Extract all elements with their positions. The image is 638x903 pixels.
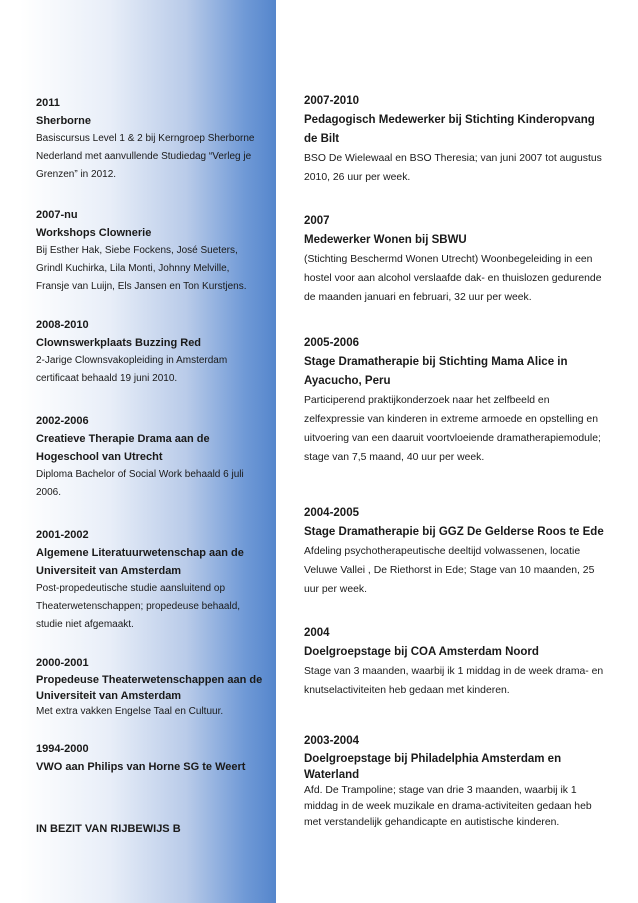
entry-year: 2011: [36, 97, 60, 109]
entry-year: 2007: [304, 215, 330, 227]
entry-title: Stage Dramatherapie bij GGZ De Gelderse Roos te Ede: [304, 526, 604, 538]
education-entry: [36, 740, 264, 776]
entry-description: Afd. De Trampoline; stage van drie 3 maanden, waarbij ik 1 middag in de week muzikale en drama-activiteiten gedaan heb met verstandelijk gehandicapte en autistische kinderen.: [304, 785, 592, 828]
entry-description: Afdeling psychotherapeutische deeltijd volwassenen, locatie Veluwe Vallei , De Riethorst in Ede; Stage van 10 maanden, 25 uur per week.: [304, 546, 595, 595]
entry-title: Sherborne: [36, 115, 92, 127]
entry-year: 2004: [304, 627, 330, 639]
entry-year: 1994-2000: [36, 743, 89, 755]
license-note-text: IN BEZIT VAN RIJBEWIJS B: [36, 823, 181, 835]
entry-title: Doelgroepstage bij Philadelphia Amsterdam en Waterland: [304, 753, 562, 781]
entry-year: 2001-2002: [36, 529, 89, 541]
experience-entry: [304, 92, 604, 187]
entry-description: 2-Jarige Clownsvakopleiding in Amsterdam certificaat behaald 19 juni 2010.: [36, 355, 228, 384]
entry-description: (Stichting Beschermd Wonen Utrecht) Woonbegeleiding in een hostel voor aan alcohol verslaafde dak- en thuislozen gedurende de maanden januari en februari, 32 uur per week.: [304, 254, 602, 303]
entry-title: Stage Dramatherapie bij Stichting Mama Alice in Ayacucho, Peru: [304, 356, 568, 387]
entry-title: Pedagogisch Medewerker bij Stichting Kinderopvang de Bilt: [304, 114, 595, 145]
entry-description: Bij Esther Hak, Siebe Fockens, José Sueters, Grindl Kuchirka, Lila Monti, Johnny Melville, Fransje van Luijn, Els Jansen en Ton Kurstjens.: [36, 245, 247, 292]
entry-title: Propedeuse Theaterwetenschappen aan de Universiteit van Amsterdam: [36, 674, 263, 702]
entry-year: 2000-2001: [36, 657, 89, 669]
entry-year: 2005-2006: [304, 337, 359, 349]
entry-title: Algemene Literatuurwetenschap aan de Universiteit van Amsterdam: [36, 547, 244, 577]
experience-entry: [304, 212, 604, 307]
entry-year: 2002-2006: [36, 415, 89, 427]
education-entry: [36, 94, 264, 184]
entry-title: Clownswerkplaats Buzzing Red: [36, 337, 202, 349]
entry-title: Medewerker Wonen bij SBWU: [304, 234, 467, 246]
education-entry: [36, 654, 264, 720]
entry-year: 2004-2005: [304, 507, 359, 519]
entry-description: Participerend praktijkonderzoek naar het zelfbeeld en zelfexpressie van kinderen in extreme armoede en opstelling en uitvoering van een daaruit voortvloeiende dramatherapiemodule; stage van 7,5 maand, 40 uur per week.: [304, 395, 601, 463]
education-entry: [36, 206, 264, 296]
entry-title: Workshops Clownerie: [36, 227, 152, 239]
experience-entry: [304, 624, 604, 700]
entry-year: 2003-2004: [304, 735, 359, 747]
education-entry: [36, 526, 264, 634]
entry-title: Creatieve Therapie Drama aan de Hogeschool van Utrecht: [36, 433, 210, 463]
entry-year: 2007-2010: [304, 95, 359, 107]
entry-description: BSO De Wielewaal en BSO Theresia; van juni 2007 tot augustus 2010, 26 uur per week.: [304, 153, 602, 183]
entry-description: Basiscursus Level 1 & 2 bij Kerngroep Sherborne Nederland met aanvullende Studiedag “Verleg je Grenzen” in 2012.: [36, 133, 255, 180]
entry-description: Post-propedeutische studie aansluitend op Theaterwetenschappen; propedeuse behaald, studie niet afgemaakt.: [36, 583, 241, 630]
entry-year: 2007-nu: [36, 209, 78, 221]
education-entry: [36, 316, 264, 388]
entry-description: Diploma Bachelor of Social Work behaald 6 juli 2006.: [36, 469, 244, 498]
entry-year: 2008-2010: [36, 319, 89, 331]
license-note: [36, 820, 264, 838]
education-entry: [36, 412, 264, 502]
entry-title: VWO aan Philips van Horne SG te Weert: [36, 761, 246, 773]
entry-description: Stage van 3 maanden, waarbij ik 1 middag in de week drama- en knutselactiviteiten heb gedaan met kinderen.: [304, 666, 604, 696]
entry-title: Doelgroepstage bij COA Amsterdam Noord: [304, 646, 539, 658]
experience-entry: [304, 334, 604, 467]
entry-description: Met extra vakken Engelse Taal en Cultuur.: [36, 706, 224, 717]
experience-entry: [304, 504, 604, 599]
experience-entry: [304, 732, 604, 831]
